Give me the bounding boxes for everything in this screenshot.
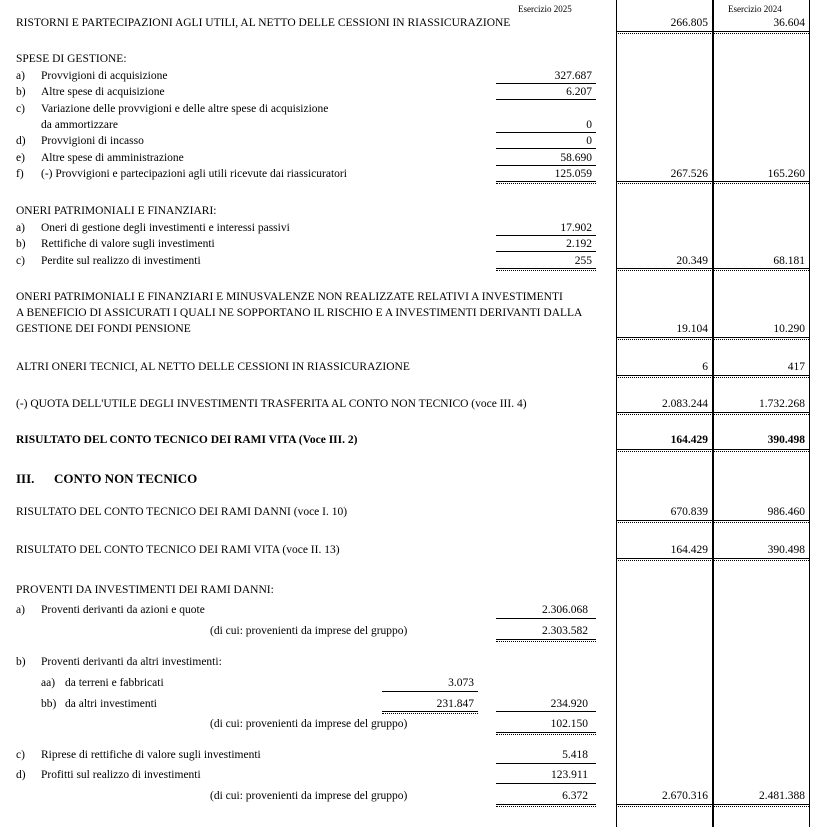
spese-title: SPESE DI GESTIONE:	[16, 53, 127, 65]
oneri-a-value: 17.902	[560, 222, 592, 234]
spese-f-label: (-) Provvigioni e partecipazioni agli utili ricevute dai riassicuratori	[41, 168, 347, 180]
spese-f-value: 125.059	[554, 168, 592, 180]
spese-e-value: 58.690	[560, 152, 592, 164]
quota-2025: 2.083.244	[662, 398, 708, 410]
altri-oneri-label: ALTRI ONERI TECNICI, AL NETTO DELLE CESSIONI IN RIASSICURAZIONE	[16, 361, 410, 373]
oneri-b-letter: b)	[16, 238, 26, 250]
risultato-vita-label: RISULTATO DEL CONTO TECNICO DEI RAMI VITA (voce II. 13)	[16, 544, 340, 556]
spese-c-value: 0	[586, 119, 592, 131]
oneri-b-value: 2.192	[566, 238, 592, 250]
proventi-c-label: Riprese di rettifiche di valore sugli investimenti	[41, 749, 261, 761]
minus-line3: GESTIONE DEI FONDI PENSIONE	[16, 323, 191, 335]
oneri-a-letter: a)	[16, 222, 25, 234]
ristorni-2025: 266.805	[670, 17, 708, 29]
section-title: CONTO NON TECNICO	[54, 471, 198, 486]
proventi-d-value: 123.911	[551, 769, 588, 781]
spese-c-letter: c)	[16, 103, 25, 115]
spese-e-label: Altre spese di amministrazione	[41, 152, 184, 164]
proventi-a-label: Proventi derivanti da azioni e quote	[41, 604, 205, 616]
spese-total-2025: 267.526	[670, 168, 708, 180]
risultato-vita-tec-2025: 164.429	[670, 434, 708, 446]
proventi-a-dicui-label: (di cui: provenienti da imprese del gruppo)	[210, 625, 408, 637]
proventi-total-2024: 2.481.388	[759, 790, 805, 802]
quota-label: (-) QUOTA DELL'UTILE DEGLI INVESTIMENTI TRASFERITA AL CONTO NON TECNICO (voce III. 4)	[16, 398, 527, 410]
spese-e-letter: e)	[16, 152, 25, 164]
proventi-b-letter: b)	[16, 656, 26, 668]
proventi-d-dicui-value: 6.372	[562, 790, 588, 802]
proventi-c-value: 5.418	[562, 749, 588, 761]
risultato-vita-2024: 390.498	[767, 544, 805, 556]
spese-f-letter: f)	[16, 168, 24, 180]
oneri-title: ONERI PATRIMONIALI E FINANZIARI:	[16, 205, 217, 217]
risultato-danni-label: RISULTATO DEL CONTO TECNICO DEI RAMI DANNI (voce I. 10)	[16, 506, 348, 518]
proventi-aa-value: 3.073	[448, 677, 474, 689]
spese-c-label2: da ammortizzare	[41, 119, 118, 131]
proventi-b-dicui-label: (di cui: provenienti da imprese del gruppo)	[210, 718, 408, 730]
proventi-d-dicui-label: (di cui: provenienti da imprese del gruppo)	[210, 790, 408, 802]
proventi-bb-value: 231.847	[436, 698, 474, 710]
risultato-vita-2025: 164.429	[670, 544, 708, 556]
proventi-d-letter: d)	[16, 769, 26, 781]
oneri-total-2025: 20.349	[676, 255, 708, 267]
proventi-bb-letter: bb)	[41, 698, 57, 710]
minus-line2: A BENEFICIO DI ASSICURATI I QUALI NE SOPPORTANO IL RISCHIO E A INVESTIMENTI DERIVANTI DALLA	[16, 307, 583, 319]
ristorni-2024: 36.604	[773, 17, 805, 29]
oneri-c-value: 255	[574, 255, 592, 267]
oneri-c-letter: c)	[16, 255, 25, 267]
quota-2024: 1.732.268	[759, 398, 805, 410]
spese-b-value: 6.207	[566, 86, 592, 98]
minus-2024: 10.290	[773, 323, 805, 335]
spese-d-label: Provvigioni di incasso	[41, 135, 144, 147]
risultato-danni-2025: 670.839	[670, 506, 708, 518]
spese-total-2024: 165.260	[767, 168, 805, 180]
header-2025: Esercizio 2025	[518, 4, 572, 14]
proventi-title: PROVENTI DA INVESTIMENTI DEI RAMI DANNI:	[16, 584, 274, 596]
proventi-a-dicui-value: 2.303.582	[542, 625, 588, 637]
section-number: III.	[16, 471, 35, 486]
proventi-b-dicui-value: 102.150	[550, 718, 588, 730]
spese-a-letter: a)	[16, 70, 25, 82]
header-2024: Esercizio 2024	[728, 4, 782, 14]
risultato-danni-2024: 986.460	[767, 506, 805, 518]
altri-oneri-2025: 6	[702, 361, 708, 373]
column-divider-right	[809, 0, 810, 827]
proventi-total-2025: 2.670.316	[662, 790, 708, 802]
proventi-bb-label: da altri investimenti	[65, 698, 157, 710]
risultato-vita-tec-label: RISULTATO DEL CONTO TECNICO DEI RAMI VITA (Voce III. 2)	[16, 434, 358, 446]
spese-d-letter: d)	[16, 135, 26, 147]
oneri-b-label: Rettifiche di valore sugli investimenti	[41, 238, 215, 250]
spese-a-label: Provvigioni di acquisizione	[41, 70, 168, 82]
oneri-total-2024: 68.181	[773, 255, 805, 267]
risultato-vita-tec-2024: 390.498	[767, 434, 805, 446]
spese-b-letter: b)	[16, 86, 26, 98]
spese-c-label: Variazione delle provvigioni e delle altre spese di acquisizione	[41, 103, 329, 115]
proventi-b-label: Proventi derivanti da altri investimenti:	[41, 656, 222, 668]
ristorni-label: RISTORNI E PARTECIPAZIONI AGLI UTILI, AL NETTO DELLE CESSIONI IN RIASSICURAZIONE	[16, 17, 511, 29]
proventi-a-letter: a)	[16, 604, 25, 616]
oneri-a-label: Oneri di gestione degli investimenti e interessi passivi	[41, 222, 290, 234]
proventi-b-total: 234.920	[550, 698, 588, 710]
minus-line1: ONERI PATRIMONIALI E FINANZIARI E MINUSVALENZE NON REALIZZATE RELATIVI A INVESTIMENTI	[16, 291, 563, 303]
altri-oneri-2024: 417	[787, 361, 805, 373]
minus-2025: 19.104	[676, 323, 708, 335]
proventi-a-value: 2.306.068	[542, 604, 588, 616]
proventi-c-letter: c)	[16, 749, 25, 761]
proventi-aa-label: da terreni e fabbricati	[65, 677, 164, 689]
proventi-d-label: Profitti sul realizzo di investimenti	[41, 769, 201, 781]
spese-b-label: Altre spese di acquisizione	[41, 86, 165, 98]
oneri-c-label: Perdite sul realizzo di investimenti	[41, 255, 201, 267]
spese-d-value: 0	[586, 135, 592, 147]
spese-a-value: 327.687	[554, 70, 592, 82]
proventi-aa-letter: aa)	[41, 677, 56, 689]
